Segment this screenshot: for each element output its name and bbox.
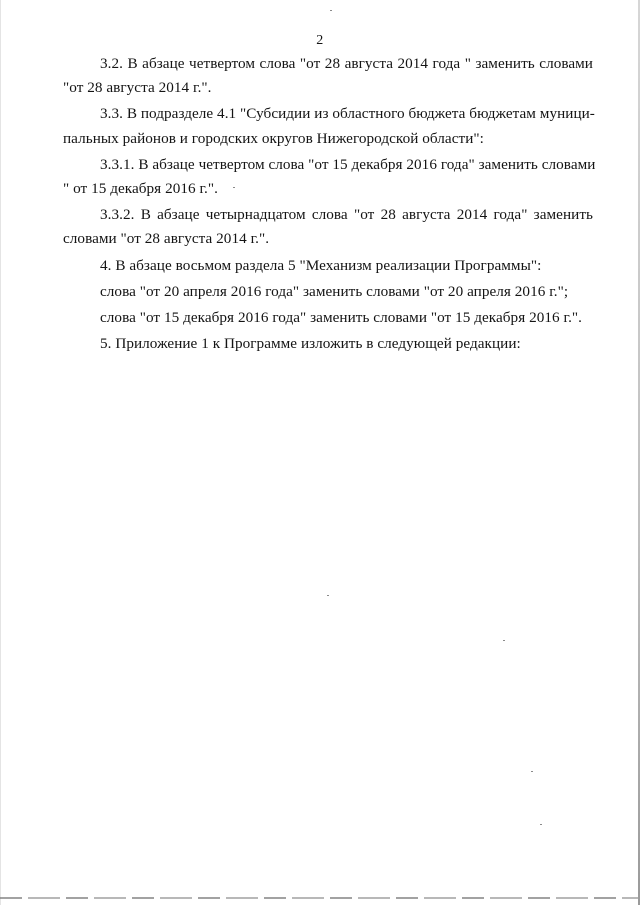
paragraph-3-3-2-line-2: словами "от 28 августа 2014 г.". bbox=[63, 230, 270, 248]
paragraph-5: 5. Приложение 1 к Программе изложить в следующей редакции: bbox=[100, 335, 521, 353]
paragraph-3-3-2-line-1: 3.3.2. В абзаце четырнадцатом слова "от 28 августа 2014 года" заменить bbox=[100, 206, 593, 224]
paragraph-4-item-1: слова "от 20 апреля 2016 года" заменить словами "от 20 апреля 2016 г."; bbox=[100, 282, 569, 300]
page-number: 2 bbox=[316, 33, 324, 48]
scan-bottom-edge bbox=[0, 897, 640, 899]
paragraph-3-2-line-2: "от 28 августа 2014 г.". bbox=[63, 79, 212, 97]
scan-speck bbox=[531, 771, 533, 772]
paragraph-3-3-line-2: пальных районов и городских округов Нижегородской области": bbox=[63, 129, 484, 147]
scan-speck bbox=[327, 595, 329, 596]
scan-speck bbox=[330, 10, 332, 11]
scan-speck bbox=[540, 824, 542, 825]
paragraph-3-3-line-1: 3.3. В подразделе 4.1 "Субсидии из областного бюджета бюджетам муници- bbox=[100, 105, 595, 123]
paragraph-4-heading: 4. В абзаце восьмом раздела 5 "Механизм реализации Программы": bbox=[100, 256, 542, 274]
paragraph-3-2-line-1: 3.2. В абзаце четвертом слова "от 28 августа 2014 года " заменить словами bbox=[100, 55, 593, 72]
scan-speck bbox=[503, 640, 505, 641]
paragraph-4-item-2: слова "от 15 декабря 2016 года" заменить словами "от 15 декабря 2016 г.". bbox=[100, 308, 583, 326]
scan-speck bbox=[233, 187, 235, 188]
document-body bbox=[63, 52, 596, 356]
paragraph-3-3-1-line-1: 3.3.1. В абзаце четвертом слова "от 15 декабря 2016 года" заменить словами bbox=[100, 155, 596, 173]
paragraph-3-3-1-line-2: " от 15 декабря 2016 г.". bbox=[63, 179, 218, 197]
scan-left-edge bbox=[0, 0, 1, 905]
